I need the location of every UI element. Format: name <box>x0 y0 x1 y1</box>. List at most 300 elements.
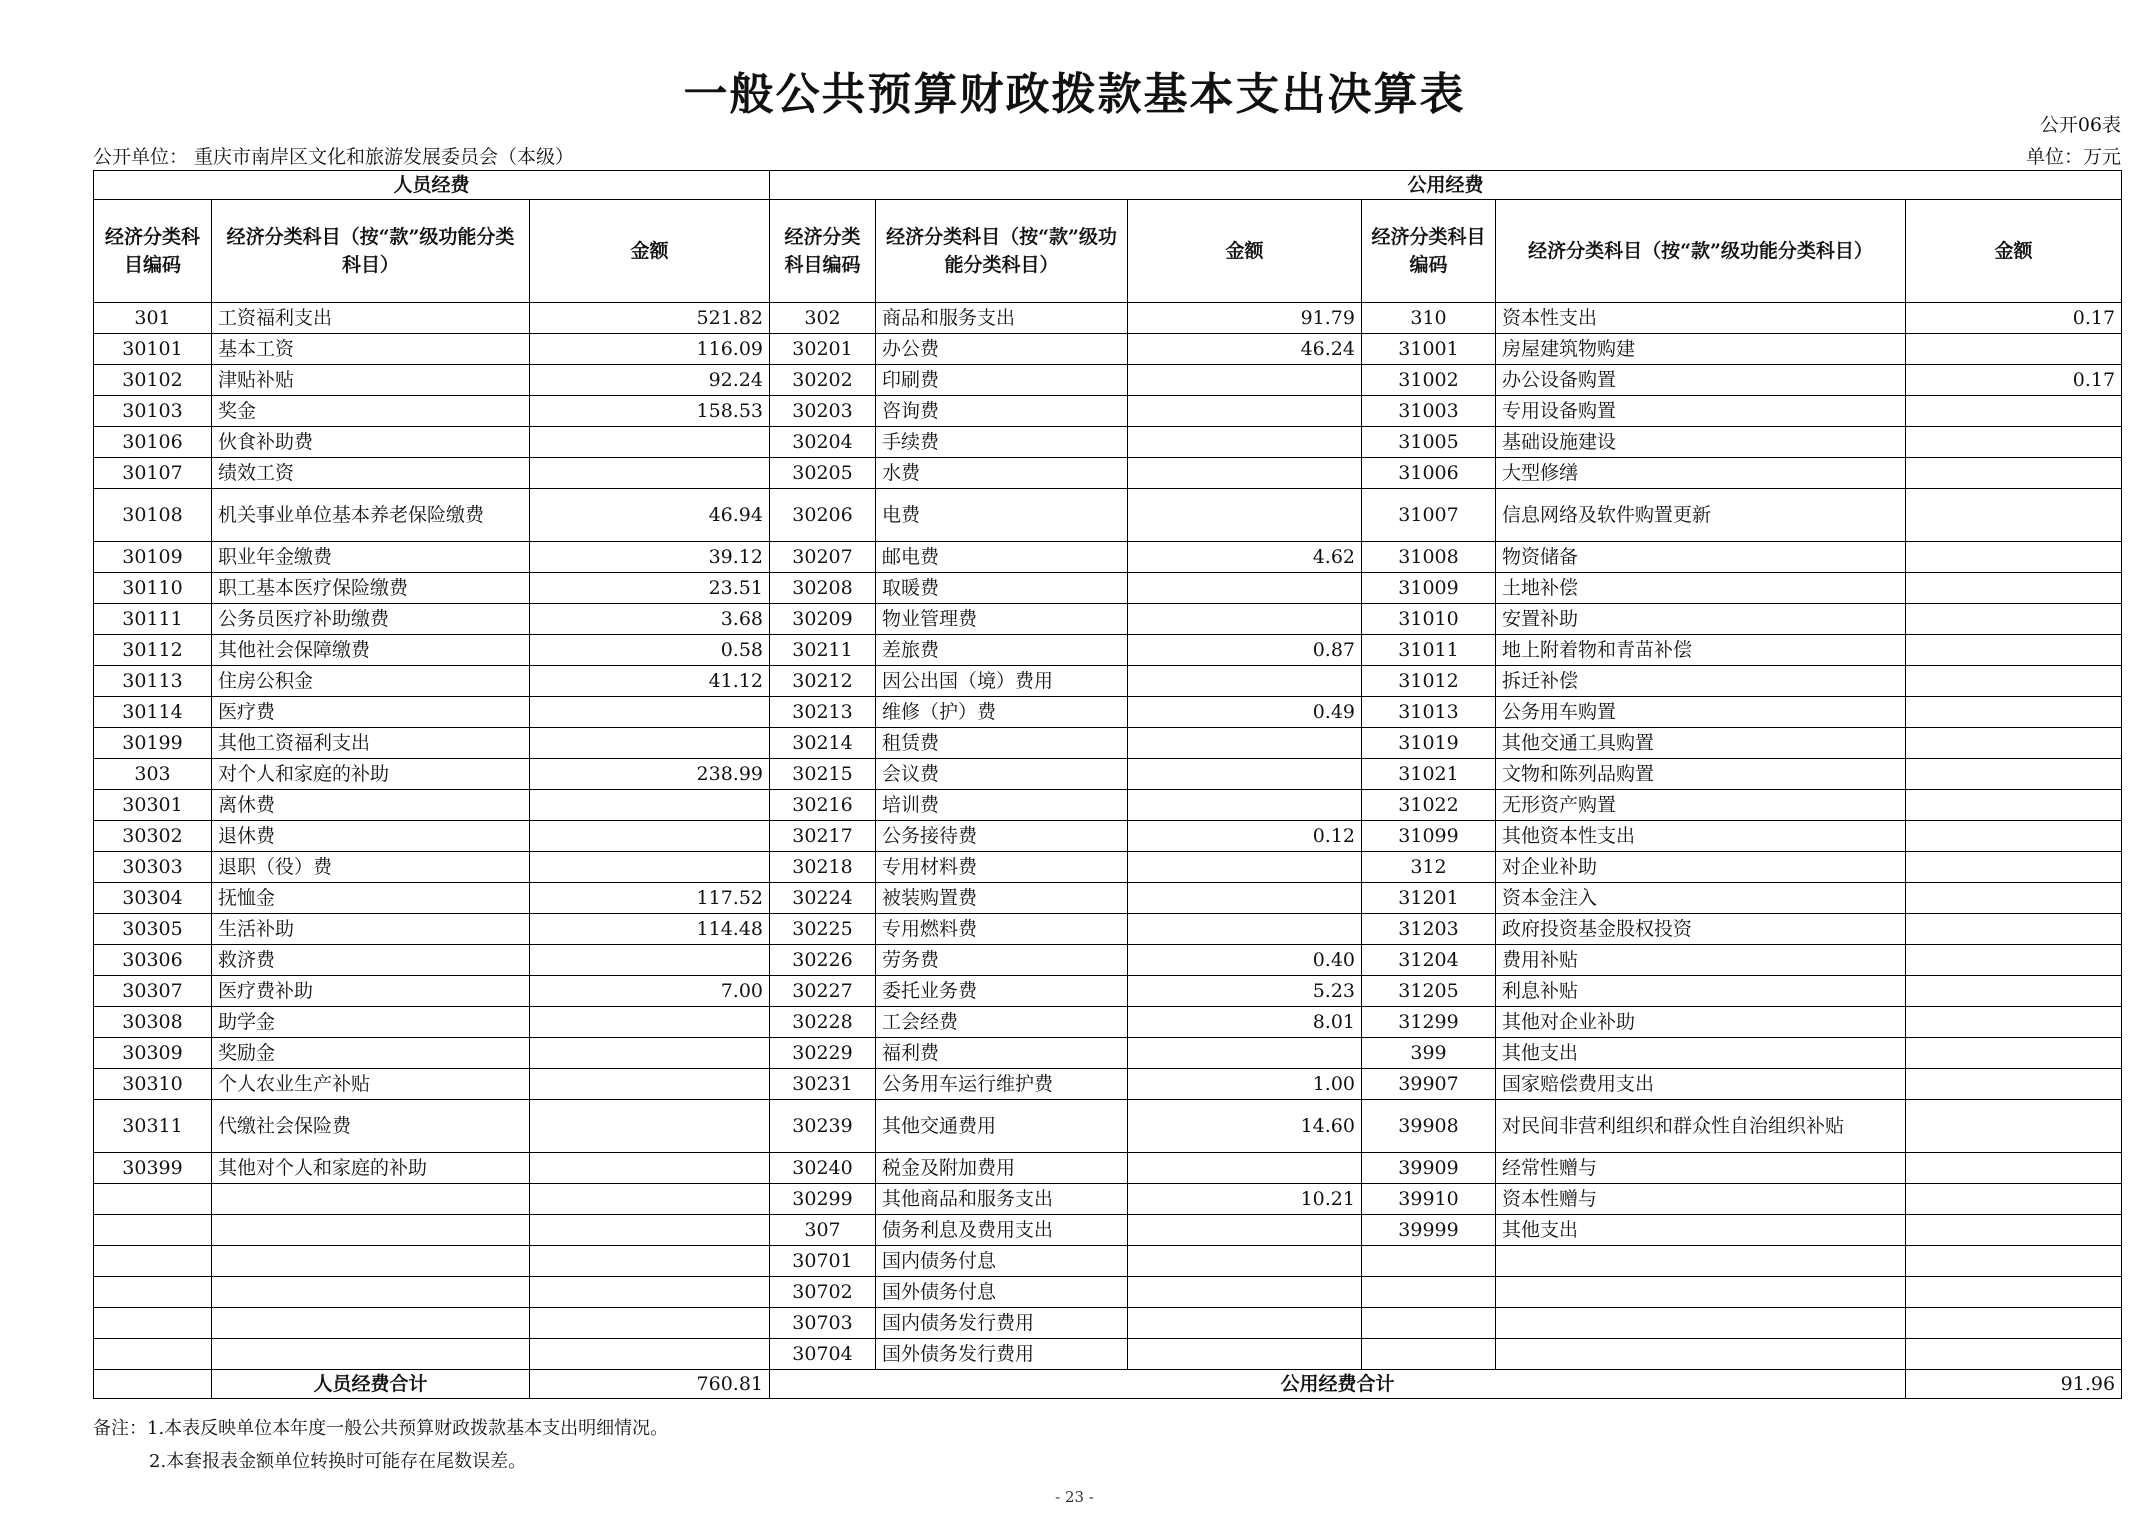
amount-cell <box>1906 759 2122 790</box>
item-name-cell: 其他支出 <box>1496 1038 1906 1069</box>
amount-cell <box>1128 1246 1362 1277</box>
item-name-cell: 因公出国（境）费用 <box>876 666 1128 697</box>
amount-cell <box>530 1153 770 1184</box>
item-name-cell <box>1496 1339 1906 1370</box>
item-name-cell <box>212 1246 530 1277</box>
currency-unit: 单位：万元 <box>2025 146 2121 168</box>
item-name-cell: 国内债务付息 <box>876 1246 1128 1277</box>
amount-cell <box>530 1308 770 1339</box>
code-cell: 31009 <box>1362 573 1496 604</box>
group-header-public: 公用经费 <box>770 171 2122 200</box>
code-cell: 30110 <box>94 573 212 604</box>
amount-cell <box>1906 635 2122 666</box>
code-cell: 30240 <box>770 1153 876 1184</box>
code-cell: 30106 <box>94 427 212 458</box>
amount-cell <box>1128 573 1362 604</box>
item-name-cell: 印刷费 <box>876 365 1128 396</box>
item-name-cell: 抚恤金 <box>212 883 530 914</box>
code-cell: 30206 <box>770 489 876 542</box>
code-cell: 307 <box>770 1215 876 1246</box>
item-name-cell: 绩效工资 <box>212 458 530 489</box>
amount-cell <box>1906 489 2122 542</box>
code-cell: 30304 <box>94 883 212 914</box>
table-row <box>94 666 2122 697</box>
code-cell: 30309 <box>94 1038 212 1069</box>
code-cell: 31299 <box>1362 1007 1496 1038</box>
table-row <box>94 396 2122 427</box>
amount-cell <box>1906 1246 2122 1277</box>
amount-cell: 10.21 <box>1128 1184 1362 1215</box>
amount-cell: 0.87 <box>1128 635 1362 666</box>
item-name-cell: 差旅费 <box>876 635 1128 666</box>
amount-cell <box>530 790 770 821</box>
amount-cell <box>1128 458 1362 489</box>
item-name-cell <box>1496 1308 1906 1339</box>
item-name-cell: 地上附着物和青苗补偿 <box>1496 635 1906 666</box>
table-row <box>94 427 2122 458</box>
item-name-cell: 债务利息及费用支出 <box>876 1215 1128 1246</box>
item-name-cell: 拆迁补偿 <box>1496 666 1906 697</box>
item-name-cell: 离休费 <box>212 790 530 821</box>
code-cell: 30307 <box>94 976 212 1007</box>
amount-cell: 46.24 <box>1128 334 1362 365</box>
item-name-cell: 奖励金 <box>212 1038 530 1069</box>
item-name-cell: 其他交通费用 <box>876 1100 1128 1153</box>
amount-cell: 14.60 <box>1128 1100 1362 1153</box>
amount-cell <box>1128 728 1362 759</box>
code-cell: 31003 <box>1362 396 1496 427</box>
amount-cell <box>1128 1277 1362 1308</box>
code-cell: 30108 <box>94 489 212 542</box>
code-cell: 30216 <box>770 790 876 821</box>
code-cell: 39907 <box>1362 1069 1496 1100</box>
public-total-value: 91.96 <box>1906 1370 2122 1399</box>
amount-cell <box>1128 427 1362 458</box>
note-1: 备注：1.本表反映单位本年度一般公共预算财政拨款基本支出明细情况。 <box>93 1418 669 1439</box>
amount-cell <box>1128 666 1362 697</box>
code-cell: 30311 <box>94 1100 212 1153</box>
amount-cell: 8.01 <box>1128 1007 1362 1038</box>
item-name-cell: 住房公积金 <box>212 666 530 697</box>
item-name-cell: 委托业务费 <box>876 976 1128 1007</box>
code-cell: 30208 <box>770 573 876 604</box>
table-row <box>94 1277 2122 1308</box>
code-cell: 31204 <box>1362 945 1496 976</box>
amount-cell <box>530 728 770 759</box>
item-name-cell: 退休费 <box>212 821 530 852</box>
code-cell: 30704 <box>770 1339 876 1370</box>
item-name-cell: 资本性赠与 <box>1496 1184 1906 1215</box>
item-name-cell: 办公设备购置 <box>1496 365 1906 396</box>
item-name-cell <box>1496 1246 1906 1277</box>
amount-cell <box>1128 914 1362 945</box>
item-name-cell: 职工基本医疗保险缴费 <box>212 573 530 604</box>
item-name-cell: 福利费 <box>876 1038 1128 1069</box>
table-row <box>94 1184 2122 1215</box>
code-cell: 31006 <box>1362 458 1496 489</box>
table-row <box>94 303 2122 334</box>
item-name-cell: 公务接待费 <box>876 821 1128 852</box>
item-name-cell: 手续费 <box>876 427 1128 458</box>
amount-cell: 0.17 <box>1906 365 2122 396</box>
table-row <box>94 365 2122 396</box>
amount-cell: 521.82 <box>530 303 770 334</box>
amount-cell <box>530 1277 770 1308</box>
amount-cell <box>1128 790 1362 821</box>
amount-cell <box>1128 1308 1362 1339</box>
table-row <box>94 1308 2122 1339</box>
item-name-cell: 工资福利支出 <box>212 303 530 334</box>
amount-cell: 46.94 <box>530 489 770 542</box>
amount-cell: 0.12 <box>1128 821 1362 852</box>
table-row <box>94 728 2122 759</box>
amount-cell: 117.52 <box>530 883 770 914</box>
amount-cell <box>530 945 770 976</box>
item-name-cell <box>1496 1277 1906 1308</box>
item-name-cell: 生活补助 <box>212 914 530 945</box>
code-cell: 31203 <box>1362 914 1496 945</box>
table-row <box>94 883 2122 914</box>
amount-cell <box>1906 334 2122 365</box>
amount-cell: 238.99 <box>530 759 770 790</box>
table-row <box>94 1069 2122 1100</box>
item-name-cell: 基本工资 <box>212 334 530 365</box>
amount-cell <box>1906 1184 2122 1215</box>
item-name-cell: 退职（役）费 <box>212 852 530 883</box>
amount-cell: 91.79 <box>1128 303 1362 334</box>
code-cell <box>94 1215 212 1246</box>
code-cell: 31022 <box>1362 790 1496 821</box>
amount-cell: 39.12 <box>530 542 770 573</box>
code-cell: 30299 <box>770 1184 876 1215</box>
code-cell: 302 <box>770 303 876 334</box>
item-name-cell: 工会经费 <box>876 1007 1128 1038</box>
item-name-cell: 维修（护）费 <box>876 697 1128 728</box>
item-name-cell: 取暖费 <box>876 573 1128 604</box>
code-cell: 30201 <box>770 334 876 365</box>
item-name-cell <box>212 1308 530 1339</box>
item-name-cell: 奖金 <box>212 396 530 427</box>
code-cell <box>94 1339 212 1370</box>
item-name-cell: 基础设施建设 <box>1496 427 1906 458</box>
code-cell: 312 <box>1362 852 1496 883</box>
code-cell: 30113 <box>94 666 212 697</box>
code-cell: 310 <box>1362 303 1496 334</box>
item-name-cell: 其他对个人和家庭的补助 <box>212 1153 530 1184</box>
item-name-cell: 租赁费 <box>876 728 1128 759</box>
amount-cell: 5.23 <box>1128 976 1362 1007</box>
amount-cell <box>1906 945 2122 976</box>
item-name-cell: 其他资本性支出 <box>1496 821 1906 852</box>
amount-cell <box>1906 697 2122 728</box>
amount-cell <box>1906 1100 2122 1153</box>
table-row <box>94 945 2122 976</box>
item-name-cell: 国外债务发行费用 <box>876 1339 1128 1370</box>
amount-cell <box>1906 1038 2122 1069</box>
code-cell: 30103 <box>94 396 212 427</box>
amount-cell <box>1128 759 1362 790</box>
item-name-cell: 信息网络及软件购置更新 <box>1496 489 1906 542</box>
code-cell: 39910 <box>1362 1184 1496 1215</box>
item-name-cell: 邮电费 <box>876 542 1128 573</box>
personnel-total-value: 760.81 <box>530 1370 770 1399</box>
amount-cell: 4.62 <box>1128 542 1362 573</box>
table-row <box>94 1215 2122 1246</box>
amount-cell: 0.17 <box>1906 303 2122 334</box>
code-cell <box>94 1184 212 1215</box>
table-row <box>94 1339 2122 1370</box>
table-row <box>94 573 2122 604</box>
item-name-cell: 物业管理费 <box>876 604 1128 635</box>
code-cell: 30114 <box>94 697 212 728</box>
amount-cell <box>530 458 770 489</box>
item-name-cell: 无形资产购置 <box>1496 790 1906 821</box>
amount-cell: 116.09 <box>530 334 770 365</box>
code-cell: 30112 <box>94 635 212 666</box>
table-row <box>94 821 2122 852</box>
item-name-cell: 国外债务付息 <box>876 1277 1128 1308</box>
code-cell: 30214 <box>770 728 876 759</box>
code-cell <box>94 1277 212 1308</box>
item-name-cell: 职业年金缴费 <box>212 542 530 573</box>
item-name-cell: 劳务费 <box>876 945 1128 976</box>
code-cell: 30199 <box>94 728 212 759</box>
public-total-label: 公用经费合计 <box>770 1370 1906 1399</box>
table-row <box>94 542 2122 573</box>
amount-cell <box>1906 728 2122 759</box>
amount-cell <box>1906 1069 2122 1100</box>
code-cell: 30303 <box>94 852 212 883</box>
code-cell: 30305 <box>94 914 212 945</box>
code-cell: 30399 <box>94 1153 212 1184</box>
amount-cell <box>1906 976 2122 1007</box>
item-name-cell: 费用补贴 <box>1496 945 1906 976</box>
group-header-personnel: 人员经费 <box>94 171 770 200</box>
amount-cell: 3.68 <box>530 604 770 635</box>
item-name-cell: 水费 <box>876 458 1128 489</box>
code-cell: 30301 <box>94 790 212 821</box>
code-cell: 30215 <box>770 759 876 790</box>
amount-cell <box>530 821 770 852</box>
code-cell: 30107 <box>94 458 212 489</box>
amount-cell <box>1128 604 1362 635</box>
item-name-cell <box>212 1277 530 1308</box>
item-name-cell: 个人农业生产补贴 <box>212 1069 530 1100</box>
notes <box>93 1412 668 1478</box>
amount-cell <box>1906 1215 2122 1246</box>
item-name-cell: 经常性赠与 <box>1496 1153 1906 1184</box>
item-name-cell: 其他支出 <box>1496 1215 1906 1246</box>
table-row <box>94 635 2122 666</box>
item-name-cell: 培训费 <box>876 790 1128 821</box>
item-name-cell: 咨询费 <box>876 396 1128 427</box>
code-cell: 31205 <box>1362 976 1496 1007</box>
code-cell: 31002 <box>1362 365 1496 396</box>
table-row <box>94 852 2122 883</box>
code-cell: 39908 <box>1362 1100 1496 1153</box>
amount-cell: 1.00 <box>1128 1069 1362 1100</box>
item-name-cell: 公务用车运行维护费 <box>876 1069 1128 1100</box>
code-cell: 30109 <box>94 542 212 573</box>
amount-cell <box>1906 1339 2122 1370</box>
code-cell: 31012 <box>1362 666 1496 697</box>
code-cell: 30226 <box>770 945 876 976</box>
code-cell: 31010 <box>1362 604 1496 635</box>
table-row <box>94 790 2122 821</box>
amount-cell <box>1128 883 1362 914</box>
code-cell: 30227 <box>770 976 876 1007</box>
code-cell: 30224 <box>770 883 876 914</box>
amount-cell <box>530 1339 770 1370</box>
amount-cell <box>1128 852 1362 883</box>
item-name-cell: 安置补助 <box>1496 604 1906 635</box>
item-name-cell: 被装购置费 <box>876 883 1128 914</box>
item-name-cell: 伙食补助费 <box>212 427 530 458</box>
code-cell <box>1362 1246 1496 1277</box>
code-cell: 31021 <box>1362 759 1496 790</box>
reporting-unit: 公开单位： 重庆市南岸区文化和旅游发展委员会（本级） <box>93 146 575 168</box>
code-cell: 39909 <box>1362 1153 1496 1184</box>
table-row <box>94 1038 2122 1069</box>
code-cell: 31008 <box>1362 542 1496 573</box>
item-name-cell: 津贴补贴 <box>212 365 530 396</box>
amount-cell <box>530 1215 770 1246</box>
header-amount-b: 金额 <box>1128 200 1362 303</box>
table-number: 公开06表 <box>2039 114 2121 136</box>
table-row <box>94 334 2122 365</box>
amount-cell <box>530 427 770 458</box>
item-name-cell: 机关事业单位基本养老保险缴费 <box>212 489 530 542</box>
item-name-cell: 其他商品和服务支出 <box>876 1184 1128 1215</box>
code-cell: 399 <box>1362 1038 1496 1069</box>
item-name-cell: 国家赔偿费用支出 <box>1496 1069 1906 1100</box>
item-name-cell: 公务用车购置 <box>1496 697 1906 728</box>
amount-cell <box>1128 1038 1362 1069</box>
amount-cell: 0.40 <box>1128 945 1362 976</box>
amount-cell <box>530 1100 770 1153</box>
code-cell: 30306 <box>94 945 212 976</box>
code-cell: 30211 <box>770 635 876 666</box>
code-cell: 30702 <box>770 1277 876 1308</box>
amount-cell <box>1906 604 2122 635</box>
table-row <box>94 697 2122 728</box>
amount-cell: 7.00 <box>530 976 770 1007</box>
code-cell: 30229 <box>770 1038 876 1069</box>
item-name-cell: 助学金 <box>212 1007 530 1038</box>
unit-line <box>93 142 2121 169</box>
code-cell: 30225 <box>770 914 876 945</box>
code-cell <box>1362 1308 1496 1339</box>
item-name-cell <box>212 1184 530 1215</box>
item-name-cell: 资本金注入 <box>1496 883 1906 914</box>
code-cell: 31201 <box>1362 883 1496 914</box>
code-cell: 30217 <box>770 821 876 852</box>
amount-cell <box>1906 1007 2122 1038</box>
code-cell: 30302 <box>94 821 212 852</box>
header-amount-a: 金额 <box>530 200 770 303</box>
table-row <box>94 976 2122 1007</box>
header-name-b: 经济分类科目（按“款”级功能分类科目） <box>876 200 1128 303</box>
table-row <box>94 489 2122 542</box>
header-name-c: 经济分类科目（按“款”级功能分类科目） <box>1496 200 1906 303</box>
item-name-cell: 公务员医疗补助缴费 <box>212 604 530 635</box>
header-code-b: 经济分类科目编码 <box>770 200 876 303</box>
item-name-cell: 对个人和家庭的补助 <box>212 759 530 790</box>
amount-cell <box>1906 427 2122 458</box>
code-cell: 30209 <box>770 604 876 635</box>
code-cell: 30239 <box>770 1100 876 1153</box>
amount-cell <box>530 1038 770 1069</box>
code-cell: 30101 <box>94 334 212 365</box>
code-cell: 30228 <box>770 1007 876 1038</box>
code-cell: 30111 <box>94 604 212 635</box>
item-name-cell: 其他工资福利支出 <box>212 728 530 759</box>
totals-spacer <box>94 1370 212 1399</box>
amount-cell <box>1906 1277 2122 1308</box>
code-cell <box>94 1308 212 1339</box>
amount-cell <box>1906 666 2122 697</box>
header-amount-c: 金额 <box>1906 200 2122 303</box>
amount-cell <box>1906 852 2122 883</box>
amount-cell <box>530 1246 770 1277</box>
code-cell: 30204 <box>770 427 876 458</box>
header-code-a: 经济分类科目编码 <box>94 200 212 303</box>
code-cell: 30212 <box>770 666 876 697</box>
code-cell: 31007 <box>1362 489 1496 542</box>
amount-cell <box>1906 914 2122 945</box>
item-name-cell: 利息补贴 <box>1496 976 1906 1007</box>
item-name-cell: 土地补偿 <box>1496 573 1906 604</box>
header-name-a: 经济分类科目（按“款”级功能分类科目） <box>212 200 530 303</box>
amount-cell <box>1128 365 1362 396</box>
item-name-cell: 文物和陈列品购置 <box>1496 759 1906 790</box>
amount-cell <box>530 852 770 883</box>
item-name-cell: 会议费 <box>876 759 1128 790</box>
item-name-cell: 政府投资基金股权投资 <box>1496 914 1906 945</box>
code-cell: 30202 <box>770 365 876 396</box>
code-cell: 30205 <box>770 458 876 489</box>
item-name-cell: 救济费 <box>212 945 530 976</box>
amount-cell <box>1906 1308 2122 1339</box>
code-cell: 31013 <box>1362 697 1496 728</box>
item-name-cell: 医疗费补助 <box>212 976 530 1007</box>
code-cell: 30213 <box>770 697 876 728</box>
table-row <box>94 1153 2122 1184</box>
item-name-cell: 对民间非营利组织和群众性自治组织补贴 <box>1496 1100 1906 1153</box>
table-row <box>94 1007 2122 1038</box>
item-name-cell: 其他交通工具购置 <box>1496 728 1906 759</box>
note-2: 2.本套报表金额单位转换时可能存在尾数误差。 <box>149 1451 527 1472</box>
item-name-cell: 对企业补助 <box>1496 852 1906 883</box>
amount-cell: 114.48 <box>530 914 770 945</box>
amount-cell <box>530 1007 770 1038</box>
amount-cell <box>1906 790 2122 821</box>
item-name-cell: 专用材料费 <box>876 852 1128 883</box>
amount-cell <box>1128 1215 1362 1246</box>
totals-row <box>94 1370 2122 1399</box>
code-cell: 30207 <box>770 542 876 573</box>
item-name-cell: 物资储备 <box>1496 542 1906 573</box>
amount-cell <box>530 1184 770 1215</box>
amount-cell <box>1128 489 1362 542</box>
amount-cell: 92.24 <box>530 365 770 396</box>
page-title: 一般公共预算财政拨款基本支出决算表 <box>683 69 1466 120</box>
amount-cell <box>1906 883 2122 914</box>
code-cell <box>94 1246 212 1277</box>
table-row <box>94 1246 2122 1277</box>
table-row <box>94 604 2122 635</box>
item-name-cell <box>212 1339 530 1370</box>
